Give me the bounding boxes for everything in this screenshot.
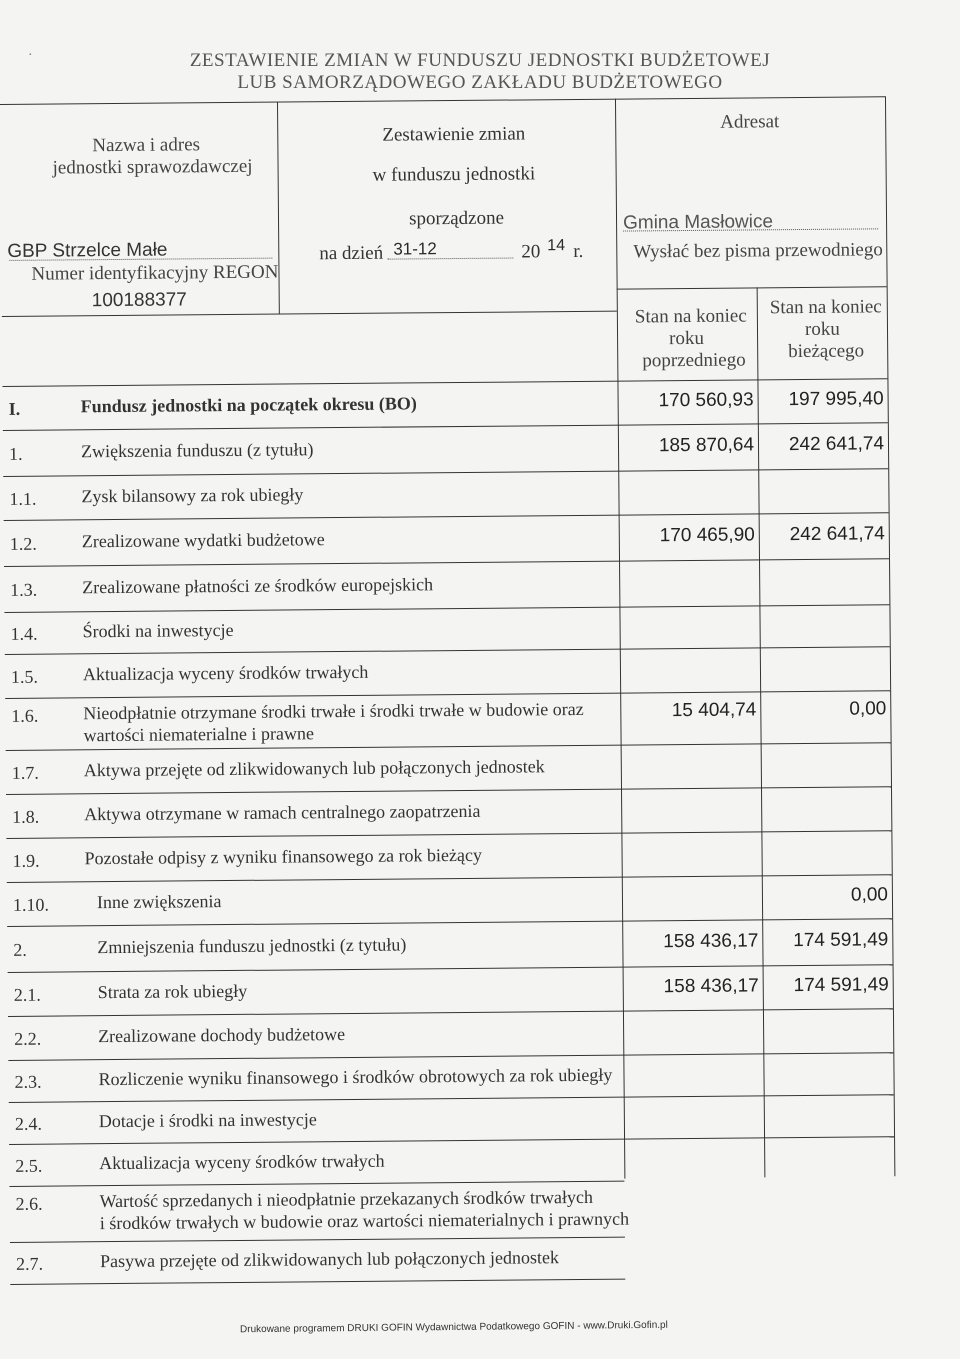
row-label: Inne zwiększenia	[96, 891, 222, 913]
row-divider	[8, 964, 893, 973]
row-label-continued: i środków trwałych w budowie oraz wartości niematerialnych i prawnych	[99, 1208, 630, 1234]
value-previous-year: 170 560,93	[658, 389, 754, 412]
row-divider	[8, 1008, 893, 1017]
scan-mark: ·	[28, 48, 33, 63]
value-current-year	[761, 796, 887, 797]
value-current-year	[765, 1243, 891, 1244]
value-previous-year	[624, 1187, 760, 1188]
row-label: Środki na inwestycje	[82, 619, 234, 642]
row-label: Aktywa przejęte od zlikwidowanych lub połączonych jednostek	[83, 756, 545, 781]
value-current-year	[763, 1018, 889, 1019]
date-prefix: na dzień	[319, 242, 384, 265]
row-number: I.	[8, 398, 21, 419]
value-previous-year	[623, 1062, 759, 1063]
row-divider	[10, 1237, 625, 1243]
row-label: Aktualizacja wyceny środków trwałych	[82, 661, 369, 685]
row-divider	[8, 1052, 893, 1061]
row-number: 2.5.	[15, 1155, 43, 1176]
value-current-year	[759, 569, 885, 570]
row-label: Zysk bilansowy za rok ubiegły	[81, 484, 304, 507]
row-label: Nieodpłatnie otrzymane środki trwałe i środki trwałe w budowie oraz	[83, 698, 584, 724]
row-number: 1.6.	[11, 705, 39, 726]
year-value: 14	[547, 237, 566, 255]
row-number: 2.2.	[14, 1028, 42, 1049]
regon-label: Numer identyfikacyjny REGON	[31, 261, 279, 285]
row-label: Pasywa przejęte od zlikwidowanych lub połączonych jednostek	[100, 1247, 560, 1272]
value-current-year: 174 591,49	[793, 974, 889, 997]
year-prefix: 20	[521, 241, 541, 263]
row-divider	[9, 1094, 894, 1103]
row-number: 1.5.	[10, 666, 39, 687]
prepared-label: sporządzone	[408, 207, 505, 230]
value-previous-year	[619, 570, 755, 571]
row-divider	[5, 646, 890, 655]
row-divider	[4, 604, 889, 613]
value-previous-year	[618, 479, 754, 480]
row-divider	[5, 690, 890, 699]
printer-footer: Drukowane programem DRUKI GOFIN Wydawnictwa Podatkowego GOFIN - www.Druki.Gofin.pl	[239, 1319, 668, 1336]
send-note: Wysłać bez pisma przewodniego	[633, 239, 883, 263]
row-number: 1.8.	[12, 806, 40, 827]
row-number: 1.4.	[10, 623, 38, 644]
row-label: Wartość sprzedanych i nieodpłatnie przekazanych środków trwałych	[99, 1186, 594, 1212]
addressee-value: Gmina Masłowice	[622, 211, 774, 234]
statement-title: Zestawienie zmian	[382, 123, 526, 146]
row-divider	[7, 918, 892, 927]
value-current-year	[760, 656, 886, 657]
form-title-line1: ZESTAWIENIE ZMIAN W FUNDUSZU JEDNOSTKI BUDŻETOWEJ	[189, 50, 771, 71]
row-divider	[9, 1136, 894, 1145]
row-number: 1.2.	[9, 533, 37, 554]
value-current-year	[758, 478, 884, 479]
row-divider	[7, 874, 892, 883]
row-number: 1.	[8, 443, 23, 464]
row-divider	[4, 558, 889, 567]
value-current-year	[763, 1061, 889, 1062]
value-previous-year	[624, 1146, 760, 1147]
value-previous-year: 158 436,17	[663, 975, 759, 998]
row-number: 1.3.	[10, 579, 38, 600]
col-curr-line1: Stan na koniec	[769, 296, 882, 319]
col-prev-line2: roku	[668, 327, 704, 350]
row-number: 1.10.	[12, 894, 50, 915]
row-label: Aktywa otrzymane w ramach centralnego zaopatrzenia	[84, 800, 481, 825]
value-current-year: 174 591,49	[793, 929, 889, 952]
value-current-year	[764, 1186, 890, 1187]
columns-header-bottom	[2, 378, 887, 387]
unit-name: GBP Strzelce Małe	[7, 239, 168, 262]
row-label-continued: wartości niematerialne i prawne	[83, 723, 314, 746]
row-number: 1.7.	[11, 762, 39, 783]
value-previous-year	[621, 841, 757, 842]
value-previous-year	[622, 885, 758, 886]
row-label: Dotacje i środki na inwestycje	[98, 1109, 317, 1132]
row-label: Strata za rok ubiegły	[97, 980, 248, 1003]
name-address-label-1: Nazwa i adres	[92, 134, 201, 157]
form-title-line2: LUB SAMORZĄDOWEGO ZAKŁADU BUDŻETOWEGO	[237, 72, 723, 93]
row-label: Aktualizacja wyceny środków trwałych	[99, 1150, 385, 1174]
row-divider	[9, 1181, 624, 1187]
value-previous-year	[624, 1104, 760, 1105]
row-label: Zrealizowane płatności ze środków europejskich	[82, 574, 434, 598]
value-current-year: 197 995,40	[788, 388, 884, 411]
row-number: 1.1.	[9, 488, 37, 509]
value-current-year: 242 641,74	[789, 523, 885, 546]
col-curr-line2: roku	[804, 318, 840, 340]
value-current-year	[761, 840, 887, 841]
value-current-year: 0,00	[849, 698, 887, 720]
date-dotted-line	[387, 258, 513, 260]
row-number: 1.9.	[12, 850, 40, 871]
row-label: Zmniejszenia funduszu jednostki (z tytułu)	[97, 934, 407, 958]
row-label: Pozostałe odpisy z wyniku finansowego za rok bieżący	[84, 844, 483, 869]
row-number: 2.1.	[13, 984, 41, 1005]
value-previous-year	[620, 657, 756, 658]
value-current-year: 0,00	[850, 884, 889, 906]
row-label: Zrealizowane dochody budżetowe	[98, 1024, 346, 1047]
addressee-label: Adresat	[720, 111, 780, 133]
name-address-label-2: jednostki sprawozdawczej	[52, 155, 253, 179]
row-label: Fundusz jednostki na początek okresu (BO)	[80, 393, 417, 417]
row-label: Zwiększenia funduszu (z tytułu)	[80, 439, 314, 462]
row-number: 2.	[13, 939, 27, 960]
row-number: 2.7.	[16, 1253, 44, 1274]
header-top-border	[0, 96, 885, 105]
row-divider	[3, 422, 888, 431]
date-value: 31-12	[393, 239, 437, 259]
value-previous-year: 15 404,74	[671, 699, 757, 722]
row-divider	[4, 512, 889, 521]
value-previous-year	[623, 1019, 759, 1020]
regon-value: 100188377	[91, 289, 187, 312]
value-current-year: 242 641,74	[788, 433, 885, 456]
column-divider-prev	[615, 99, 625, 1179]
value-current-year	[764, 1103, 890, 1104]
addressee-bottom-border	[617, 286, 887, 289]
row-divider	[10, 1279, 625, 1285]
row-number: 2.3.	[14, 1071, 42, 1092]
row-number: 2.6.	[15, 1193, 43, 1214]
row-divider	[6, 786, 891, 795]
row-divider	[3, 468, 888, 477]
statement-subtitle: w funduszu jednostki	[372, 163, 536, 186]
column-divider-curr	[757, 287, 766, 1177]
row-label: Zrealizowane wydatki budżetowe	[81, 529, 325, 552]
value-previous-year	[625, 1244, 761, 1245]
col-prev-line1: Stan na koniec	[634, 305, 747, 328]
value-previous-year	[619, 614, 755, 615]
value-previous-year	[621, 797, 757, 798]
value-previous-year	[621, 753, 757, 754]
year-suffix: r.	[573, 240, 584, 263]
row-divider	[6, 830, 891, 839]
value-current-year	[761, 752, 887, 753]
right-border	[885, 96, 895, 1176]
value-previous-year: 185 870,64	[658, 434, 755, 457]
row-label: Rozliczenie wyniku finansowego i środków obrotowych za rok ubiegły	[98, 1064, 613, 1090]
value-previous-year: 158 436,17	[663, 930, 759, 953]
value-previous-year: 170 465,90	[659, 524, 755, 547]
fund-changes-form	[0, 96, 895, 1274]
col-curr-line3: bieżącego	[788, 340, 865, 363]
col-prev-line3: poprzedniego	[642, 349, 746, 372]
value-current-year	[759, 613, 885, 614]
row-number: 2.4.	[14, 1113, 42, 1134]
value-current-year	[764, 1145, 890, 1146]
